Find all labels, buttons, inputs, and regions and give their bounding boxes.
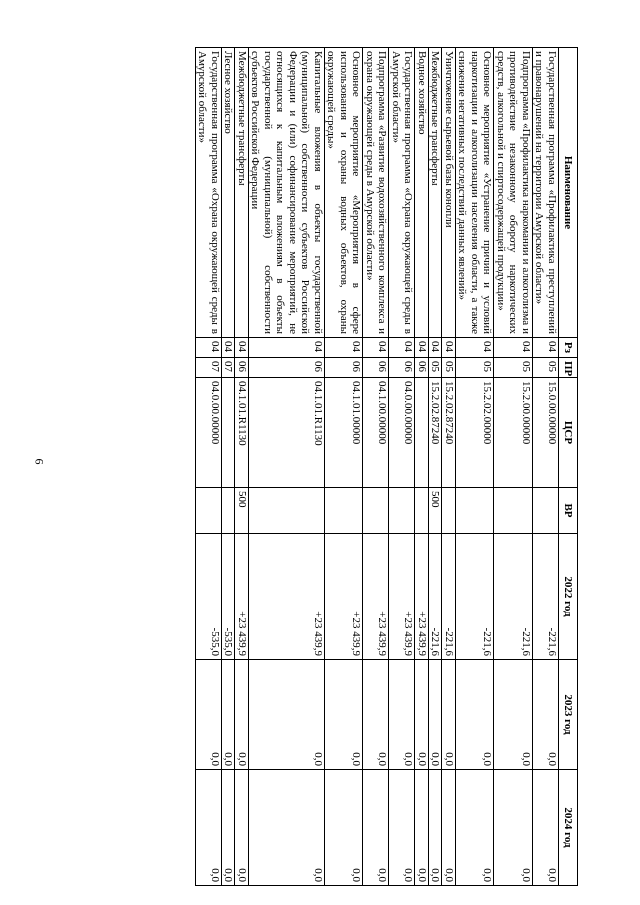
cell-pr: 06 <box>415 358 429 378</box>
cell-y2023: 0,0 <box>429 660 443 770</box>
cell-pr: 05 <box>429 358 443 378</box>
cell-y2022: +23 439,9 <box>325 534 364 660</box>
cell-y2022: +23 439,9 <box>249 534 325 660</box>
cell-name: Лесное хозяйство <box>222 48 236 338</box>
table-row <box>429 48 443 886</box>
header-2023: 2023 год <box>559 660 578 770</box>
header-rz: Рз <box>559 338 578 358</box>
cell-y2023: 0,0 <box>442 660 456 770</box>
cell-csr <box>222 378 236 488</box>
table-header-row <box>559 48 578 886</box>
table-row <box>235 48 249 886</box>
cell-y2022: -221,6 <box>429 534 443 660</box>
cell-rz: 04 <box>533 338 559 358</box>
table-row <box>196 48 222 886</box>
cell-csr <box>415 378 429 488</box>
cell-name: Межбюджетные трансферты <box>235 48 249 338</box>
cell-rz: 04 <box>389 338 415 358</box>
page-number: 6 <box>32 458 47 465</box>
cell-pr: 05 <box>442 358 456 378</box>
cell-y2023: 0,0 <box>363 660 389 770</box>
header-pr: ПР <box>559 358 578 378</box>
cell-rz: 04 <box>456 338 495 358</box>
cell-y2022: -535,0 <box>222 534 236 660</box>
cell-y2024: 0,0 <box>196 770 222 886</box>
cell-csr: 04.1.01.R1130 <box>249 378 325 488</box>
cell-csr: 04.1.01.R1130 <box>235 378 249 488</box>
header-name: Наименование <box>559 48 578 338</box>
cell-y2022: -221,6 <box>456 534 495 660</box>
cell-csr: 04.1.00.00000 <box>363 378 389 488</box>
cell-name: Основное мероприятие «Устранение причин и условий наркотизации и алкоголизации населения области, а также снижение негативных последствий данных явлений» <box>456 48 495 338</box>
cell-csr: 15.2.00.00000 <box>494 378 533 488</box>
cell-name: Основное мероприятие «Мероприятия в сфере использования и охраны водных объектов, охраны окружающей среды» <box>325 48 364 338</box>
cell-y2023: 0,0 <box>533 660 559 770</box>
cell-pr: 05 <box>533 358 559 378</box>
cell-rz: 04 <box>415 338 429 358</box>
cell-vr <box>456 488 495 534</box>
cell-y2022: +23 439,9 <box>389 534 415 660</box>
cell-vr <box>249 488 325 534</box>
cell-csr: 15.2.02.87240 <box>429 378 443 488</box>
cell-pr: 07 <box>222 358 236 378</box>
table-row <box>456 48 495 886</box>
cell-vr <box>533 488 559 534</box>
cell-y2022: +23 439,9 <box>363 534 389 660</box>
cell-rz: 04 <box>429 338 443 358</box>
cell-y2023: 0,0 <box>325 660 364 770</box>
cell-pr: 06 <box>235 358 249 378</box>
cell-y2024: 0,0 <box>429 770 443 886</box>
cell-y2023: 0,0 <box>235 660 249 770</box>
budget-table <box>195 47 578 886</box>
cell-csr: 15.2.02.00000 <box>456 378 495 488</box>
cell-y2024: 0,0 <box>363 770 389 886</box>
cell-y2023: 0,0 <box>196 660 222 770</box>
cell-y2023: 0,0 <box>415 660 429 770</box>
cell-name: Межбюджетные трансферты <box>429 48 443 338</box>
table-body <box>196 48 559 886</box>
cell-rz: 04 <box>249 338 325 358</box>
cell-name: Водное хозяйство <box>415 48 429 338</box>
cell-y2023: 0,0 <box>494 660 533 770</box>
cell-vr <box>442 488 456 534</box>
cell-name: Подпрограмма «Развитие водохозяйственного комплекса и охрана окружающей среды в Амурской области» <box>363 48 389 338</box>
cell-y2024: 0,0 <box>456 770 495 886</box>
table-row <box>494 48 533 886</box>
table-row <box>222 48 236 886</box>
cell-vr <box>222 488 236 534</box>
table-row <box>533 48 559 886</box>
cell-rz: 04 <box>235 338 249 358</box>
cell-pr: 06 <box>325 358 364 378</box>
cell-name: Уничтожение сырьевой базы конопли <box>442 48 456 338</box>
cell-rz: 04 <box>222 338 236 358</box>
cell-rz: 04 <box>442 338 456 358</box>
cell-y2022: -221,6 <box>533 534 559 660</box>
cell-rz: 04 <box>325 338 364 358</box>
rotated-table-container <box>112 47 578 885</box>
header-2024: 2024 год <box>559 770 578 886</box>
cell-csr: 15.0.00.00000 <box>533 378 559 488</box>
table-row <box>442 48 456 886</box>
cell-name: Подпрограмма «Профилактика наркомании и алкоголизма и противодействие незаконному обороту наркотических средств, алкогольной и спиртосодержащей продукции» <box>494 48 533 338</box>
cell-vr <box>363 488 389 534</box>
cell-rz: 04 <box>196 338 222 358</box>
header-2022: 2022 год <box>559 534 578 660</box>
cell-vr <box>415 488 429 534</box>
table-row <box>363 48 389 886</box>
cell-y2024: 0,0 <box>415 770 429 886</box>
cell-y2023: 0,0 <box>222 660 236 770</box>
cell-vr: 500 <box>429 488 443 534</box>
header-vr: ВР <box>559 488 578 534</box>
cell-y2024: 0,0 <box>389 770 415 886</box>
cell-y2022: +23 439,9 <box>415 534 429 660</box>
cell-rz: 04 <box>494 338 533 358</box>
cell-vr <box>196 488 222 534</box>
table-row <box>249 48 325 886</box>
cell-vr <box>494 488 533 534</box>
cell-name: Государственная программа «Профилактика преступлений и правонарушений на территории Амурской области» <box>533 48 559 338</box>
cell-y2024: 0,0 <box>325 770 364 886</box>
cell-y2023: 0,0 <box>456 660 495 770</box>
cell-y2024: 0,0 <box>442 770 456 886</box>
header-csr: ЦСР <box>559 378 578 488</box>
cell-y2023: 0,0 <box>249 660 325 770</box>
table-row <box>389 48 415 886</box>
cell-rz: 04 <box>363 338 389 358</box>
cell-pr: 05 <box>456 358 495 378</box>
cell-y2023: 0,0 <box>389 660 415 770</box>
cell-y2022: -221,6 <box>442 534 456 660</box>
cell-pr: 06 <box>363 358 389 378</box>
cell-vr <box>325 488 364 534</box>
cell-y2024: 0,0 <box>249 770 325 886</box>
cell-name: Государственная программа «Охрана окружающей среды в Амурской области» <box>389 48 415 338</box>
cell-y2022: +23 439,9 <box>235 534 249 660</box>
cell-y2022: -535,0 <box>196 534 222 660</box>
cell-csr: 04.0.00.00000 <box>196 378 222 488</box>
cell-csr: 04.1.01.00000 <box>325 378 364 488</box>
cell-y2024: 0,0 <box>235 770 249 886</box>
cell-y2024: 0,0 <box>533 770 559 886</box>
cell-pr: 06 <box>249 358 325 378</box>
cell-pr: 07 <box>196 358 222 378</box>
cell-csr: 04.0.00.00000 <box>389 378 415 488</box>
cell-pr: 06 <box>389 358 415 378</box>
cell-pr: 05 <box>494 358 533 378</box>
cell-csr: 15.2.02.87240 <box>442 378 456 488</box>
cell-y2024: 0,0 <box>494 770 533 886</box>
cell-y2022: -221,6 <box>494 534 533 660</box>
cell-name: Государственная программа «Охрана окружающей среды в Амурской области» <box>196 48 222 338</box>
table-row <box>415 48 429 886</box>
cell-y2024: 0,0 <box>222 770 236 886</box>
cell-name: Капитальные вложения в объекты государственной (муниципальной) собственности субъектов Российской Федерации и (или) софинансирование мероприятий, не относящихся к капитальным вложениям в объекты государственной (муниципальной) собственности субъектов Российской Федерации <box>249 48 325 338</box>
cell-vr: 500 <box>235 488 249 534</box>
table-row <box>325 48 364 886</box>
cell-vr <box>389 488 415 534</box>
